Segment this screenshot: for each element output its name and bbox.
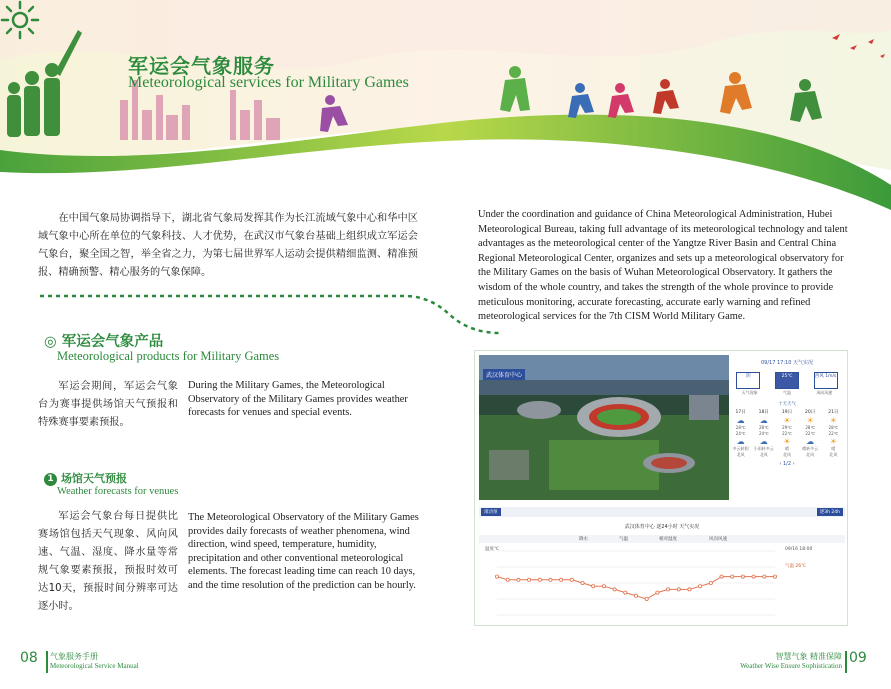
- forecast-screenshot: [474, 350, 848, 626]
- tile-label: 气温: [782, 390, 791, 395]
- intro-paragraph-cn: 在中国气象局协调指导下，湖北省气象局发挥其作为长江流域气象中心和华中区域气象中心所在单位的气象科技、人才优势，在武汉市气象台基础上组织成立军运会气象台，聚全国之智，举全省之力，为第七届世界军人运动会提供精细监测、精准预报、精确预警、精心服务的气象保障。: [38, 213, 418, 278]
- chart-title: 武汉体育中心 逐24小时 天气实况: [624, 524, 700, 530]
- temperature-point: [688, 588, 691, 591]
- rain-icon: ☁: [759, 437, 768, 446]
- day-wind: 北风: [782, 452, 791, 457]
- day-weather: 晴: [831, 446, 836, 451]
- temperature-point: [677, 588, 680, 591]
- forecast-day: [800, 410, 820, 458]
- temperature-point: [613, 588, 616, 591]
- temperature-point: [731, 575, 734, 578]
- section-title: ◎ 军运会气象产品: [44, 334, 164, 350]
- temperature-point: [570, 578, 573, 581]
- tile-label: 风向风速: [816, 390, 833, 395]
- day-wind: 北风: [736, 452, 745, 457]
- day-high: 29℃: [782, 425, 792, 430]
- header-banner: [0, 0, 891, 215]
- temperature-point: [763, 575, 766, 578]
- day-low: 22℃: [782, 431, 792, 436]
- legend-item: 降水: [579, 537, 588, 542]
- sun-icon: ☀: [806, 416, 814, 425]
- temperature-point: [624, 591, 627, 594]
- subsection-subtitle: Weather forecasts for venues: [57, 486, 179, 497]
- temperature-point: [538, 578, 541, 581]
- temperature-point: [741, 575, 744, 578]
- temperature-point: [560, 578, 563, 581]
- forecast-day: [823, 410, 843, 458]
- interval-tab[interactable]: 逐3h 24h: [817, 508, 843, 516]
- footer-divider: [46, 651, 48, 673]
- temperature-point: [602, 585, 605, 588]
- forecast-day: [777, 410, 797, 458]
- page-title: 军运会气象服务: [128, 54, 275, 78]
- sun-icon: [0, 0, 40, 40]
- temperature-point: [645, 597, 648, 600]
- day-high: 28℃: [805, 425, 815, 430]
- subsection-number: 1: [44, 473, 57, 486]
- temperature-point: [506, 578, 509, 581]
- day-low: 24℃: [758, 431, 769, 436]
- forecast-day: [754, 410, 774, 458]
- page-subtitle: Meteorological services for Military Games: [128, 74, 409, 91]
- observation-time: 09/17 17:10 天气实况: [761, 360, 813, 366]
- day-wind: 北风: [806, 452, 815, 457]
- y-axis-label: 温度℃: [485, 547, 500, 552]
- day-weather: 小雨转多云: [753, 446, 774, 451]
- products-paragraph-cn: 军运会期间，军运会气象台为赛事提供场馆天气预报和特殊赛事要素预报。: [38, 381, 178, 428]
- temperature-point: [527, 578, 530, 581]
- footer-right-en: Weather Wise Ensure Sophistication: [740, 662, 842, 670]
- tile-label: 天气现象: [741, 390, 758, 395]
- day-date: 18日: [758, 410, 769, 415]
- banner-illustration: [0, 0, 891, 215]
- temperature-point: [709, 581, 712, 584]
- ten-day-forecast: [729, 410, 845, 458]
- rolling-tab[interactable]: 滚动预: [481, 508, 501, 516]
- footer-left-en: Meteorological Service Manual: [50, 662, 139, 670]
- sun-icon: ☀: [829, 416, 837, 425]
- stadium-aerial-photo: [479, 355, 729, 500]
- legend-item: 相对湿度: [659, 537, 677, 542]
- day-low: 22℃: [828, 431, 839, 436]
- sun-icon: ☀: [783, 416, 791, 425]
- page-number-right: 09: [849, 650, 867, 666]
- cloud-icon: ☁: [736, 437, 745, 446]
- temperature-point: [752, 575, 755, 578]
- temperature-chart: [479, 519, 845, 623]
- page-number-left: 08: [20, 650, 38, 666]
- cloud-icon: ☁: [759, 416, 768, 425]
- venue-label: 武汉体育中心: [483, 369, 525, 380]
- current-weather-tiles: [729, 372, 845, 389]
- temperature-point: [495, 575, 498, 578]
- day-weather: 晴转多云: [802, 446, 819, 451]
- cloud-icon: ☁: [736, 416, 745, 425]
- temperature-point: [517, 578, 520, 581]
- sun-icon: ☀: [783, 437, 791, 446]
- day-high: 28℃: [828, 425, 839, 430]
- products-paragraph-en: During the Military Games, the Meteorological Observatory of the Military Games provides weather forecasts for venues and special events.: [188, 380, 408, 419]
- day-high: 28℃: [735, 425, 746, 430]
- footer-left-cn: 气象服务手册: [50, 652, 98, 661]
- subsection-title: [44, 470, 127, 486]
- time-note: 09/16 18:00: [785, 547, 813, 552]
- day-wind: 北风: [829, 452, 838, 457]
- temperature-point: [699, 585, 702, 588]
- cloud-icon: ☁: [806, 437, 815, 446]
- ten-day-label: 十天天气: [778, 402, 796, 407]
- temperature-point: [581, 581, 584, 584]
- temp-note: 气温 26℃: [785, 564, 807, 569]
- day-high: 28℃: [758, 425, 769, 430]
- day-date: 20日: [805, 410, 816, 415]
- day-date: 17日: [735, 410, 746, 415]
- tile-labels: [729, 390, 845, 396]
- venues-paragraph-cn: 军运会气象台每日提供比赛场馆包括天气现象、风向风速、气温、湿度、降水量等常规气象要素预报，预报时效可达10天，预报时间分辨率可达逐小时。: [38, 511, 178, 612]
- temperature-point: [592, 585, 595, 588]
- wind-tile: 西风 1m/s: [814, 372, 838, 389]
- temperature-tile: 25℃: [775, 372, 799, 389]
- day-weather: 多云转阴: [732, 446, 749, 451]
- day-low: 22℃: [805, 431, 815, 436]
- temperature-point: [549, 578, 552, 581]
- subsection-title-text: 场馆天气预报: [61, 472, 127, 485]
- legend-item: 气温: [619, 537, 628, 542]
- weather-tile: 阴: [736, 372, 760, 389]
- day-low: 24℃: [735, 431, 746, 436]
- intro-paragraph-en: Under the coordination and guidance of China Meteorological Administration, Hubei Meteorological Bureau, taking full advantage of its meteorological technology and talent advantages as the meteorological center of the Yangtze River Basin and Central China Regional Meteorological Center, organizes and sets up a meteorological observatory for the Military Games on the basis of Wuhan Meteorological Observatory. It gathers the wisdom of the whole country, and takes the strength of the whole province to provide meticulous monitoring, accurate forecasting, accurate early warning and refined meteorological services for the 7th CISM World Military Game.: [478, 209, 848, 323]
- temperature-point: [634, 594, 637, 597]
- temperature-point: [720, 575, 723, 578]
- venues-paragraph-en: The Meteorological Observatory of the Military Games provides daily forecasts of weather phenomena, wind direction, wind speed, temperature, humidity, precipitation and other conventional meteorological elements. The forecast leading time can reach 10 days, and the time resolution of the prediction can be hourly.: [188, 512, 419, 591]
- temperature-point: [656, 591, 659, 594]
- day-date: 19日: [781, 410, 793, 415]
- day-weather: 晴: [784, 446, 789, 451]
- footer-right-cn: 智慧气象 精准保障: [775, 652, 842, 661]
- chart-toolbar: [479, 507, 845, 517]
- forecast-day: [731, 410, 751, 458]
- section-subtitle: Meteorological products for Military Games: [57, 349, 280, 363]
- temperature-line-chart: [479, 519, 845, 623]
- temperature-point: [666, 588, 669, 591]
- weather-panel: [729, 355, 845, 500]
- legend-item: 风向风速: [709, 537, 727, 542]
- sun-icon: ☀: [829, 437, 837, 446]
- day-wind: 北风: [759, 452, 768, 457]
- footer-divider: [845, 651, 847, 673]
- forecast-pager[interactable]: ‹ 1/2 ›: [779, 461, 795, 467]
- day-date: 21日: [828, 410, 839, 415]
- temperature-point: [773, 575, 776, 578]
